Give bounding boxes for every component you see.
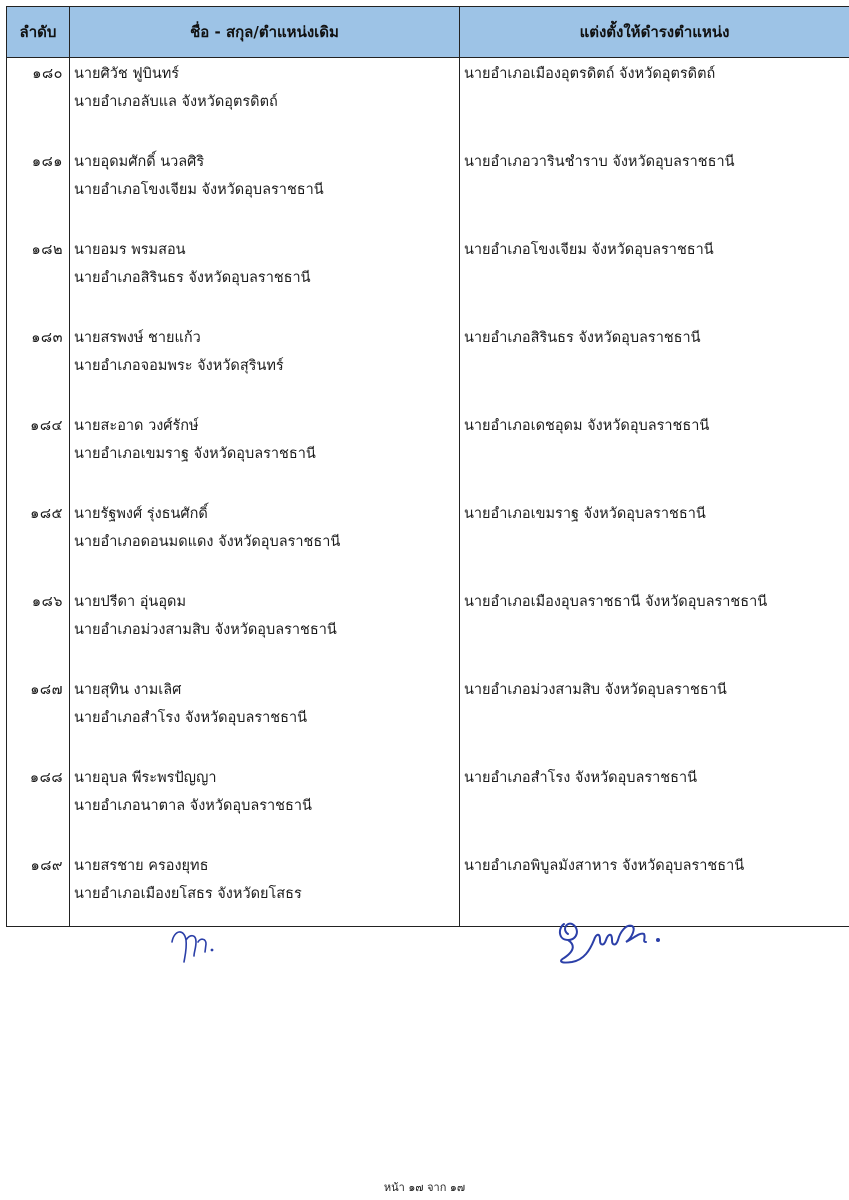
row-number: ๑๘๓ xyxy=(7,324,70,412)
new-position: นายอำเภอพิบูลมังสาหาร จังหวัดอุบลราชธานี xyxy=(460,852,849,927)
name-cell xyxy=(70,588,460,676)
person-name: นายสรพงษ์ ชายแก้ว xyxy=(74,330,201,346)
table-row xyxy=(7,236,849,324)
table-row xyxy=(7,324,849,412)
new-position: นายอำเภอวารินชำราบ จังหวัดอุบลราชธานี xyxy=(460,148,849,236)
name-cell xyxy=(70,764,460,852)
row-number: ๑๘๕ xyxy=(7,500,70,588)
old-position: นายอำเภอนาตาล จังหวัดอุบลราชธานี xyxy=(74,798,312,814)
old-position: นายอำเภอลับแล จังหวัดอุตรดิตถ์ xyxy=(74,94,278,110)
row-number: ๑๘๙ xyxy=(7,852,70,927)
old-position: นายอำเภอจอมพระ จังหวัดสุรินทร์ xyxy=(74,358,284,374)
person-name: นายอมร พรมสอน xyxy=(74,242,186,258)
row-number: ๑๘๔ xyxy=(7,412,70,500)
old-position: นายอำเภอโขงเจียม จังหวัดอุบลราชธานี xyxy=(74,182,324,198)
name-cell xyxy=(70,324,460,412)
new-position: นายอำเภอสิรินธร จังหวัดอุบลราชธานี xyxy=(460,324,849,412)
person-name: นายสุทิน งามเลิศ xyxy=(74,682,182,698)
new-position: นายอำเภอโขงเจียม จังหวัดอุบลราชธานี xyxy=(460,236,849,324)
person-name: นายอุดมศักดิ์ นวลศิริ xyxy=(74,154,205,170)
new-position: นายอำเภอเดชอุดม จังหวัดอุบลราชธานี xyxy=(460,412,849,500)
signature-right xyxy=(554,910,674,970)
person-name: นายศิวัช ฟูบินทร์ xyxy=(74,66,180,82)
table-row xyxy=(7,764,849,852)
table-row xyxy=(7,58,849,149)
new-position: นายอำเภอเมืองอุตรดิตถ์ จังหวัดอุตรดิตถ์ xyxy=(460,58,849,149)
old-position: นายอำเภอเมืองยโสธร จังหวัดยโสธร xyxy=(74,886,302,902)
old-position: นายอำเภอเขมราฐ จังหวัดอุบลราชธานี xyxy=(74,446,316,462)
new-position: นายอำเภอเขมราฐ จังหวัดอุบลราชธานี xyxy=(460,500,849,588)
person-name: นายสะอาด วงศ์รักษ์ xyxy=(74,418,199,434)
header-name-old-position: ชื่อ - สกุล/ตำแหน่งเดิม xyxy=(70,7,460,58)
table-row xyxy=(7,852,849,927)
row-number: ๑๘๗ xyxy=(7,676,70,764)
name-cell xyxy=(70,58,460,149)
appointment-table xyxy=(6,6,849,927)
new-position: นายอำเภอม่วงสามสิบ จังหวัดอุบลราชธานี xyxy=(460,676,849,764)
row-number: ๑๘๑ xyxy=(7,148,70,236)
name-cell xyxy=(70,676,460,764)
name-cell xyxy=(70,236,460,324)
row-number: ๑๘๖ xyxy=(7,588,70,676)
old-position: นายอำเภอดอนมดแดง จังหวัดอุบลราชธานี xyxy=(74,534,341,550)
person-name: นายสรชาย ครองยุทธ xyxy=(74,858,209,874)
old-position: นายอำเภอม่วงสามสิบ จังหวัดอุบลราชธานี xyxy=(74,622,337,638)
table-row xyxy=(7,588,849,676)
name-cell xyxy=(70,412,460,500)
table-row xyxy=(7,500,849,588)
header-new-position: แต่งตั้งให้ดำรงตำแหน่ง xyxy=(460,7,849,58)
name-cell xyxy=(70,500,460,588)
person-name: นายรัฐพงศ์ รุ่งธนศักดิ์ xyxy=(74,506,208,522)
table-row xyxy=(7,412,849,500)
person-name: นายปรีดา อุ่นอุดม xyxy=(74,594,187,610)
page-number: หน้า ๑๗ จาก ๑๗ xyxy=(383,1181,466,1194)
old-position: นายอำเภอสำโรง จังหวัดอุบลราชธานี xyxy=(74,710,308,726)
initials-signature-left xyxy=(168,920,228,964)
name-cell xyxy=(70,852,460,927)
table-row xyxy=(7,676,849,764)
row-number: ๑๘๐ xyxy=(7,58,70,149)
header-order: ลำดับ xyxy=(7,7,70,58)
table-header-row xyxy=(7,7,849,58)
old-position: นายอำเภอสิรินธร จังหวัดอุบลราชธานี xyxy=(74,270,311,286)
row-number: ๑๘๒ xyxy=(7,236,70,324)
row-number: ๑๘๘ xyxy=(7,764,70,852)
name-cell xyxy=(70,148,460,236)
new-position: นายอำเภอเมืองอุบลราชธานี จังหวัดอุบลราชธานี xyxy=(460,588,849,676)
new-position: นายอำเภอสำโรง จังหวัดอุบลราชธานี xyxy=(460,764,849,852)
table-row xyxy=(7,148,849,236)
person-name: นายอุบล พีระพรปัญญา xyxy=(74,770,217,786)
